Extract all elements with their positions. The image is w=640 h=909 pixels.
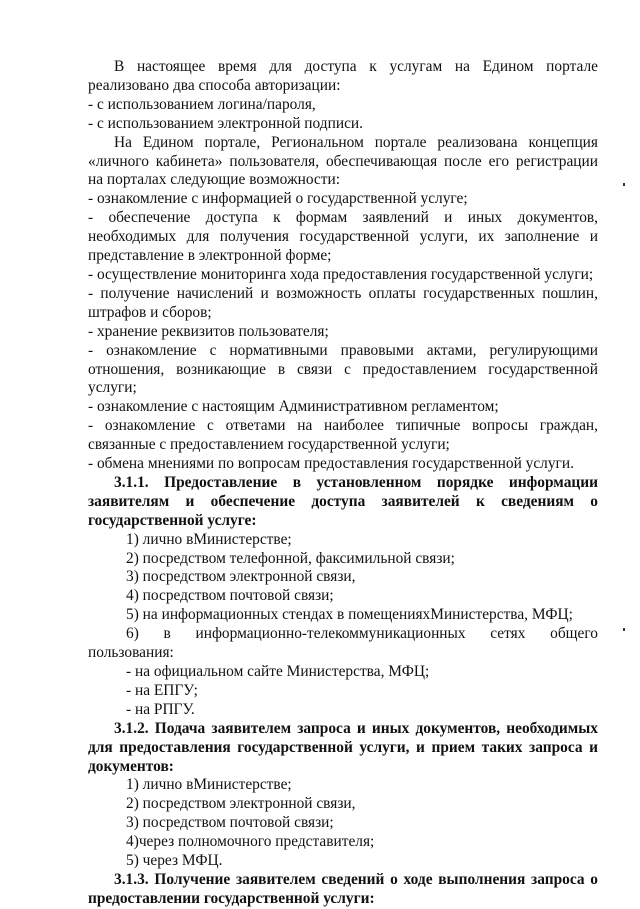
intro-paragraphs	[88, 58, 598, 474]
sub-list-item: - на ЕПГУ;	[126, 681, 198, 699]
paragraph: - обеспечение доступа к формам заявлений и иных документов, необходимых для получения государственной услуги, их заполнение и представление в электронной форме;	[88, 209, 598, 265]
list-item: 4) посредством почтовой связи;	[126, 587, 334, 605]
paragraph: - ознакомление с настоящим Административном регламентом;	[88, 398, 499, 416]
list-item-6-continuation: пользования:	[88, 644, 174, 662]
section-title: Получение заявителем сведений о ходе выполнения запроса о предоставлении государственной услуги:	[88, 870, 598, 907]
list-item: 4)через полномочного представителя;	[126, 833, 375, 851]
section-3-1-1-list	[88, 531, 598, 720]
section-3-1-2-list	[88, 776, 598, 871]
section-title: Предоставление в установленном порядке информации заявителям и обеспечение доступа заявителей к сведениям о государственной услуге:	[88, 473, 598, 529]
paragraph: - обмена мнениями по вопросам предоставления государственной услуги.	[88, 455, 574, 473]
paragraph: - хранение реквизитов пользователя;	[88, 322, 329, 340]
section-heading-3-1-2	[88, 720, 598, 777]
item6-part: 6)	[126, 625, 139, 643]
list-item-6	[88, 625, 598, 644]
item6-part: сетях	[490, 625, 526, 643]
paragraph: - осуществление мониторинга хода предоставления государственной услуги;	[88, 265, 594, 283]
sub-list-item: - на РПГУ.	[126, 700, 195, 718]
scan-speck	[623, 628, 625, 631]
list-item: 3) посредством почтовой связи;	[126, 814, 334, 832]
paragraph: - с использованием электронной подписи.	[88, 114, 363, 132]
list-item: 5) на информационных стендах в помещенияхМинистерства, МФЦ;	[126, 606, 573, 624]
sub-list-item: - на официальном сайте Министерства, МФЦ;	[126, 663, 430, 680]
paragraph: На Едином портале, Региональном портале реализована концепция «личного кабинета» пользователя, обеспечивающая после его регистрации на порталах следующие возможности:	[88, 133, 598, 189]
section-heading-3-1-3	[88, 871, 598, 909]
list-item: 1) лично вМинистерстве;	[126, 776, 292, 794]
paragraph: - с использованием логина/пароля,	[88, 95, 316, 113]
section-heading-3-1-1	[88, 474, 598, 531]
paragraph: - ознакомление с ответами на наиболее типичные вопросы граждан, связанные с предоставлением государственной услуги;	[88, 417, 598, 454]
paragraph: В настоящее время для доступа к услугам на Едином портале реализовано два способа авторизации:	[88, 58, 598, 94]
scan-speck	[623, 183, 625, 186]
list-item: 2) посредством электронной связи,	[126, 795, 356, 813]
section-number: 3.1.2.	[114, 719, 149, 737]
paragraph: - ознакомление с информацией о государственной услуге;	[88, 190, 468, 208]
section-number: 3.1.3.	[114, 870, 149, 888]
section-title: Подача заявителем запроса и иных документов, необходимых для предоставления государственной услуги, и прием таких запроса и документов:	[88, 719, 598, 775]
item6-part: общего	[550, 625, 598, 643]
list-item: 3) посредством электронной связи,	[126, 568, 356, 586]
list-item: 2) посредством телефонной, факсимильной связи;	[126, 549, 455, 567]
list-item: 5) через МФЦ.	[126, 852, 223, 870]
item6-part: информационно-телекоммуникационных	[195, 625, 466, 643]
paragraph: - ознакомление с нормативными правовыми актами, регулирующими отношения, возникающие в связи с предоставлением государственной услуги;	[88, 341, 598, 397]
list-item: 1) лично вМинистерстве;	[126, 530, 292, 548]
paragraph: - получение начислений и возможность оплаты государственных пошлин, штрафов и сборов;	[88, 284, 598, 321]
item6-part: в	[163, 625, 171, 643]
section-number: 3.1.1.	[114, 473, 149, 491]
